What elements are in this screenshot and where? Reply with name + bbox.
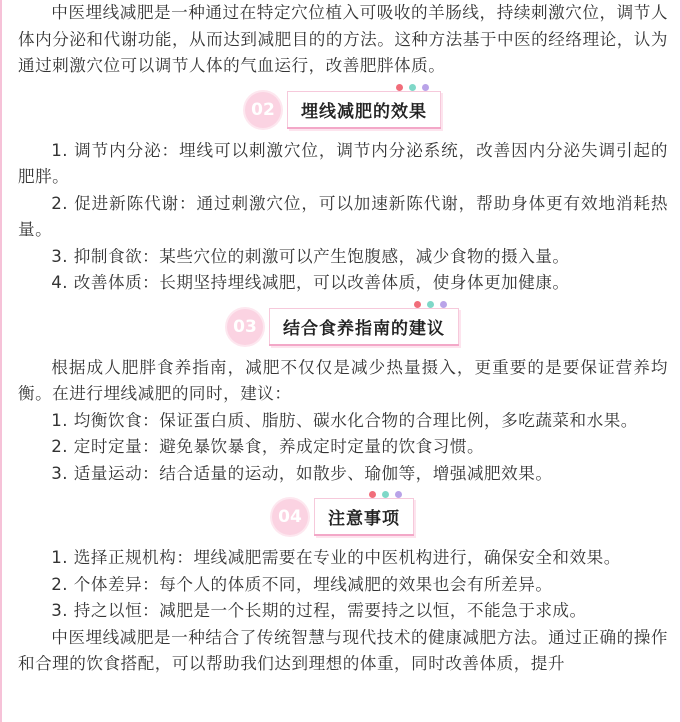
teal-dot-icon [382,491,389,498]
decorative-dots-icon [396,84,429,91]
list-item: 4. 改善体质：长期坚持埋线减肥，可以改善体质，使身体更加健康。 [51,273,570,292]
section-02-list [18,138,668,297]
section-title-box [287,91,441,129]
purple-dot-icon [395,491,402,498]
section-heading-04 [18,497,668,537]
section-title-box [269,308,459,346]
section-intro-paragraph: 根据成人肥胖食养指南，减肥不仅仅是减少热量摄入，更重要的是要保证营养均衡。在进行埋线减肥的同时，建议： [18,357,668,403]
section-heading-02 [18,90,668,130]
list-item: 2. 定时定量：避免暴饮暴食，养成定时定量的饮食习惯。 [51,437,485,456]
list-item: 2. 个体差异：每个人的体质不同，埋线减肥的效果也会有所差异。 [51,574,553,594]
list-item: 1. 均衡饮食：保证蛋白质、脂肪、碳水化合物的合理比例，多吃蔬菜和水果。 [51,410,638,430]
red-dot-icon [369,491,376,498]
list-item: 3. 持之以恒：减肥是一个长期的过程，需要持之以恒，不能急于求成。 [51,601,587,620]
section-04-list [18,545,668,678]
intro-paragraph: 中医埋线减肥是一种通过在特定穴位植入可吸收的羊肠线，持续刺激穴位，调节人体内分泌和代谢功能，从而达到减肥目的的方法。这种方法基于中医的经络理论，认为通过刺激穴位可以调节人体的气血运行，改善肥胖体质。 [18,3,668,75]
decorative-dots-icon [369,491,402,498]
closing-paragraph: 中医埋线减肥是一种结合了传统智慧与现代技术的健康减肥方法。通过正确的操作和合理的饮食搭配，可以帮助我们达到理想的体重，同时改善体质，提升 [18,627,668,673]
teal-dot-icon [409,84,416,91]
section-03-list [18,355,668,488]
teal-dot-icon [427,301,434,308]
section-title: 结合食养指南的建议 [283,318,445,339]
section-number-badge: 02 [245,92,281,128]
purple-dot-icon [422,84,429,91]
section-heading-03 [18,307,668,347]
list-item: 1. 选择正规机构：埋线减肥需要在专业的中医机构进行，确保安全和效果。 [51,548,621,567]
purple-dot-icon [440,301,447,308]
section-number-badge: 04 [272,499,308,535]
list-item: 2. 促进新陈代谢：通过刺激穴位，可以加速新陈代谢，帮助身体更有效地消耗热量。 [18,193,668,239]
list-item: 1. 调节内分泌：埋线可以刺激穴位，调节内分泌系统，改善因内分泌失调引起的肥胖。 [18,140,668,186]
red-dot-icon [396,84,403,91]
section-title: 埋线减肥的效果 [301,101,427,122]
red-dot-icon [414,301,421,308]
section-title: 注意事项 [328,509,400,529]
section-number-badge: 03 [227,309,263,345]
list-item: 3. 抑制食欲：某些穴位的刺激可以产生饱腹感，减少食物的摄入量。 [51,246,570,266]
section-title-box [314,498,414,536]
decorative-dots-icon [414,301,447,308]
list-item: 3. 适量运动：结合适量的运动，如散步、瑜伽等，增强减肥效果。 [51,463,553,483]
